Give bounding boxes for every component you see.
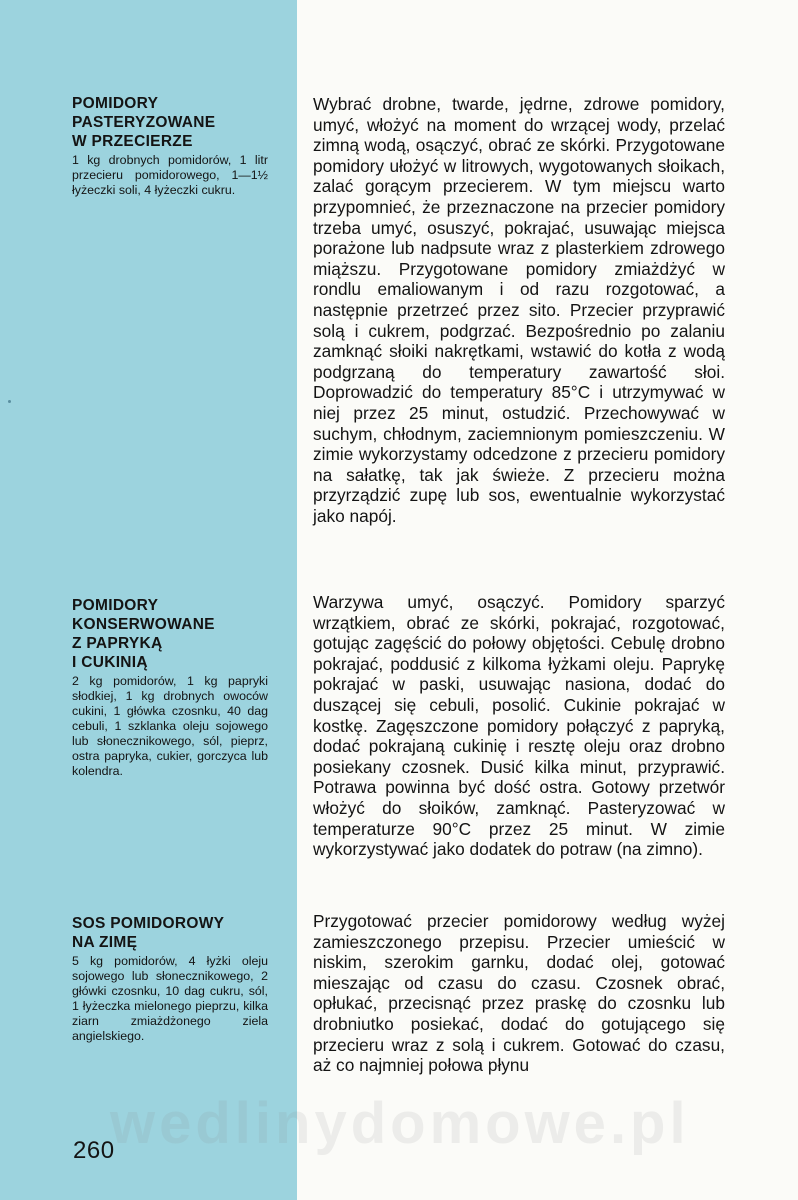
recipe-3-header	[72, 914, 272, 1044]
recipe-3-ingredients: 5 kg pomidorów, 4 łyżki oleju sojowego lub słonecznikowego, 2 główki czosnku, 10 dag cukru, sól, 1 łyżeczka mielonego pieprzu, kilka ziarn zmiażdżonego ziela angielskiego.	[72, 954, 268, 1043]
watermark: wedlinydomowe.pl	[110, 1091, 690, 1156]
print-speck	[8, 400, 11, 403]
recipe-2-header	[72, 596, 272, 779]
recipe-1-title-line: POMIDORY	[72, 95, 159, 112]
recipe-1-header	[72, 94, 272, 198]
recipe-2-title-line: KONSERWOWANE	[72, 616, 215, 633]
recipe-2-instructions: Warzywa umyć, osączyć. Pomidory sparzyć wrzątkiem, obrać ze skórki, pokrajać, rozgotować, gotując zagęścić do połowy objętości. Cebulę drobno pokrajać, poddusić z kilkoma łyżkami oleju. Paprykę pokrajać w paski, usuwając nasiona, dodać do duszącej się cebuli, posolić. Cukinie pokrajać w kostkę. Zagęszczone pomidory połączyć z papryką, dodać pokrajaną cukinię i resztę oleju oraz drobno posiekany czosnek. Dusić kilka minut, przyprawić. Potrawa powinna być dość ostra. Gotowy przetwór włożyć do słoików, zamknąć. Pasteryzować w temperaturze 90°C przez 25 minut. W zimie wykorzystywać jako dodatek do potraw (na zimno).	[313, 592, 725, 860]
recipe-1-ingredients: 1 kg drobnych pomidorów, 1 litr przecieru pomidorowego, 1—1½ łyżeczki soli, 4 łyżeczki cukru.	[72, 153, 268, 197]
recipe-1-title-line: W PRZECIERZE	[72, 133, 193, 150]
recipe-2-title-line: POMIDORY	[72, 597, 159, 614]
recipe-2-title-line: Z PAPRYKĄ	[72, 635, 163, 652]
recipe-1-title-line: PASTERYZOWANE	[72, 114, 216, 131]
recipe-2-title	[72, 596, 272, 672]
page-number: 260	[73, 1137, 115, 1164]
recipe-3-title-line: NA ZIMĘ	[72, 934, 138, 951]
recipe-2-ingredients: 2 kg pomidorów, 1 kg papryki słodkiej, 1 kg drobnych owoców cukini, 1 główka czosnku, 40 dag cebuli, 1 szklanka oleju sojowego lub słonecznikowego, sól, pieprz, ostra papryka, cukier, gorczyca lub kolendra.	[72, 674, 268, 778]
recipe-2-title-line: I CUKINIĄ	[72, 654, 148, 671]
recipe-3-instructions: Przygotować przecier pomidorowy według wyżej zamieszczonego przepisu. Przecier umieścić w niskim, szerokim garnku, dodać olej, gotować mieszając od czasu do czasu. Czosnek obrać, opłukać, przecisnąć przez praskę do czosnku lub drobniutko posiekać, dodać do gotującego się przecieru wraz z solą i cukrem. Gotować do czasu, aż co najmniej połowa płynu	[313, 911, 725, 1076]
recipe-1-title	[72, 94, 272, 151]
recipe-3-title	[72, 914, 272, 952]
recipe-3-title-line: SOS POMIDOROWY	[72, 915, 225, 932]
recipe-1-instructions: Wybrać drobne, twarde, jędrne, zdrowe pomidory, umyć, włożyć na moment do wrzącej wody, przelać zimną wodą, osączyć, obrać ze skórki. Przygotowane pomidory ułożyć w litrowych, wygotowanych słoikach, zalać gorącym przecierem. W tym miejscu warto przypomnieć, że przeznaczone na przecier pomidory trzeba umyć, osuszyć, pokrajać, usuwając miejsca porażone lub nadpsute wraz z plasterkiem zdrowego miąższu. Przygotowane pomidory zmiażdżyć w rondlu emaliowanym i od razu rozgotować, a następnie przetrzeć przez sito. Przecier przyprawić solą i cukrem, podgrzać. Bezpośrednio po zalaniu zamknąć słoiki nakrętkami, wstawić do kotła z wodą podgrzaną do temperatury zawartość słoi. Doprowadzić do temperatury 85°C i utrzymywać w niej przez 25 minut, ostudzić. Przechowywać w suchym, chłodnym, zaciemnionym pomieszczeniu. W zimie wykorzystamy odcedzone z przecieru pomidory na sałatkę, tak jak świeże. Z przecieru można przyrządzić zupę lub sos, ewentualnie wykorzystać jako napój.	[313, 94, 725, 526]
